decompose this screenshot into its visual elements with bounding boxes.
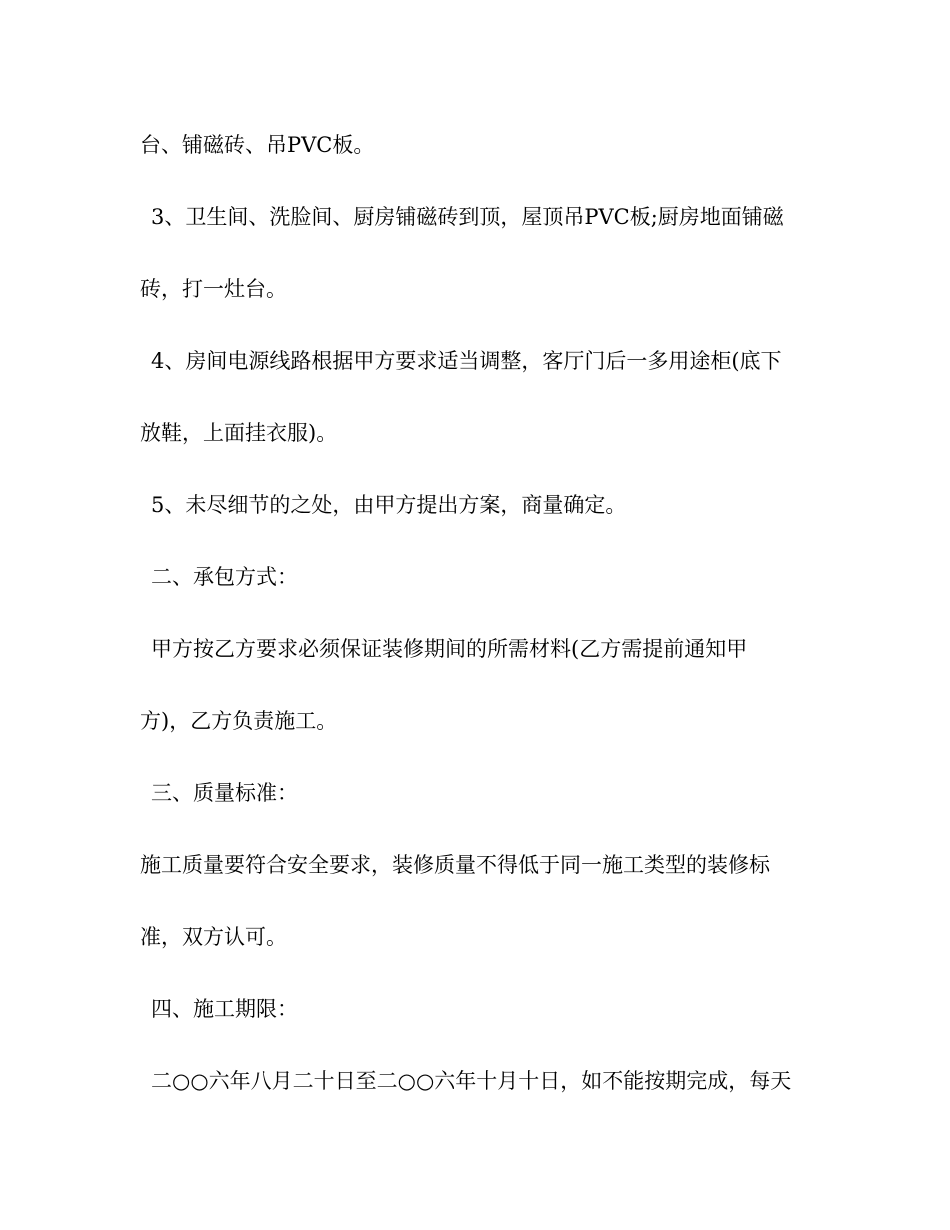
text-line-5: 放鞋，上面挂衣服)。 bbox=[140, 421, 338, 445]
text-line-2: 3、卫生间、洗脸间、厨房铺磁砖到顶，屋顶吊PVC板;厨房地面铺磁 bbox=[151, 205, 784, 229]
text-line-6: 5、未尽细节的之处，由甲方提出方案，商量确定。 bbox=[151, 493, 627, 517]
text-line-12: 准，双方认可。 bbox=[140, 925, 287, 949]
text-line-3: 砖，打一灶台。 bbox=[140, 277, 287, 301]
text-line-11: 施工质量要符合安全要求，装修质量不得低于同一施工类型的装修标 bbox=[140, 853, 770, 877]
text-line-8: 甲方按乙方要求必须保证装修期间的所需材料(乙方需提前通知甲 bbox=[151, 637, 748, 661]
text-line-14: 二○○六年八月二十日至二○○六年十月十日，如不能按期完成，每天 bbox=[151, 1069, 792, 1093]
section-heading-contract-method: 二、承包方式： bbox=[151, 565, 298, 589]
text-line-1: 台、铺磁砖、吊PVC板。 bbox=[140, 133, 375, 157]
text-line-9: 方)，乙方负责施工。 bbox=[140, 709, 338, 733]
section-heading-construction-period: 四、施工期限： bbox=[151, 997, 298, 1021]
text-line-4: 4、房间电源线路根据甲方要求适当调整，客厅门后一多用途柜(底下 bbox=[151, 349, 782, 373]
section-heading-quality-standard: 三、质量标准： bbox=[151, 781, 298, 805]
